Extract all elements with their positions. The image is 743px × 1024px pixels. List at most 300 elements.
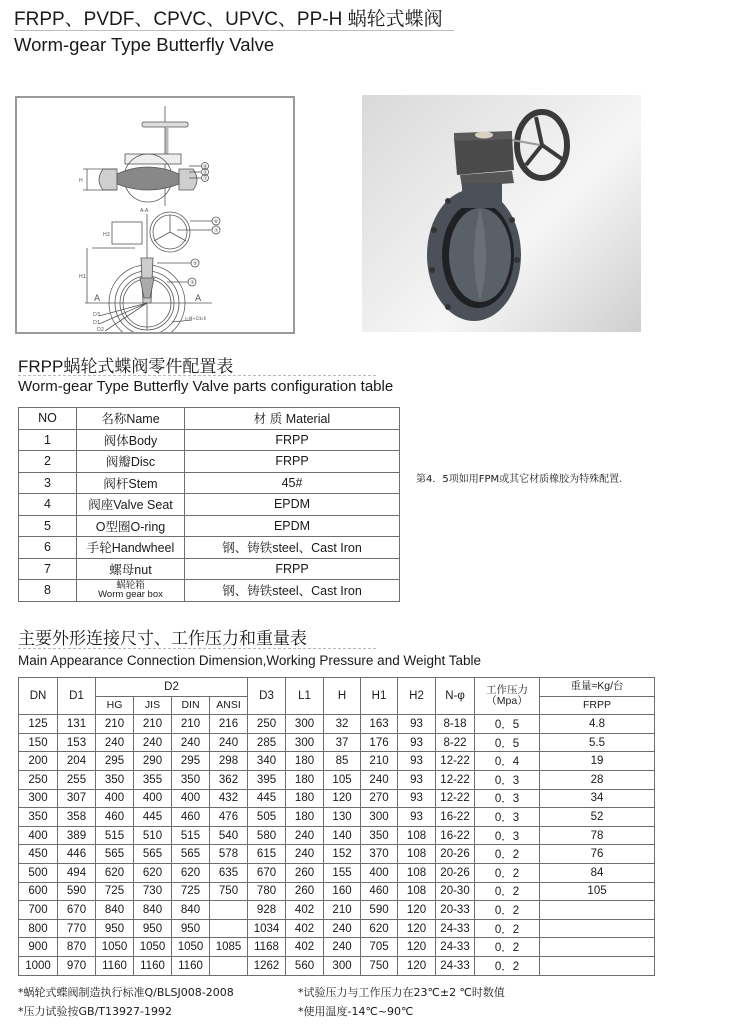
- cell-working-pressure: 0．5: [475, 715, 540, 734]
- cell-weight-frpp: 84: [540, 863, 655, 882]
- cell-d3: 670: [248, 863, 286, 882]
- cell-d2-jis: 400: [134, 789, 172, 808]
- cell-weight-frpp: 78: [540, 826, 655, 845]
- col-header-d2-ansi: ANSI: [210, 696, 248, 715]
- cell-d2-jis: 620: [134, 863, 172, 882]
- col-header-n-phi: N-φ: [436, 678, 475, 715]
- cell-d2-ansi: 240: [210, 733, 248, 752]
- part-no: 6: [19, 537, 77, 559]
- cell-d2-jis: 840: [134, 901, 172, 920]
- cell-weight-frpp: [540, 956, 655, 975]
- cell-working-pressure: 0．3: [475, 770, 540, 789]
- cell-d1: 204: [58, 752, 96, 771]
- cell-dn: 500: [19, 863, 58, 882]
- cell-weight-frpp: [540, 938, 655, 957]
- cell-d2-jis: 445: [134, 808, 172, 827]
- cell-l1: 402: [286, 901, 324, 920]
- cell-working-pressure: 0．2: [475, 919, 540, 938]
- cell-l1: 240: [286, 845, 324, 864]
- parts-table-title-en: Worm-gear Type Butterfly Valve parts configuration table: [18, 378, 394, 395]
- cell-d1: 255: [58, 770, 96, 789]
- page-title-cn: FRPP、PVDF、CPVC、UPVC、PP-H 蜗轮式蝶阀: [14, 9, 443, 30]
- cell-n-phi: 20-33: [436, 901, 475, 920]
- cell-h2: 120: [398, 956, 436, 975]
- cell-d1: 131: [58, 715, 96, 734]
- cell-d2-jis: 730: [134, 882, 172, 901]
- part-no: 5: [19, 515, 77, 537]
- part-name: 阀杆Stem: [77, 472, 185, 494]
- cell-h: 32: [324, 715, 361, 734]
- col-header-weight: 重量≈Kg/台: [540, 678, 655, 697]
- cell-l1: 402: [286, 919, 324, 938]
- cell-h2: 108: [398, 882, 436, 901]
- dims-table-body: [19, 715, 655, 975]
- cell-h1: 620: [361, 919, 398, 938]
- drawing-callout-1: ①: [203, 176, 208, 182]
- cell-d3: 1034: [248, 919, 286, 938]
- cell-d2-ansi: 476: [210, 808, 248, 827]
- cell-l1: 240: [286, 826, 324, 845]
- pressure-label: 工作压力: [486, 684, 529, 697]
- cell-l1: 180: [286, 770, 324, 789]
- cell-d3: 615: [248, 845, 286, 864]
- footnote-test-temperature: *试验压力与工作压力在23℃±2 ℃时数值: [298, 986, 505, 999]
- cell-h1: 705: [361, 938, 398, 957]
- cell-h: 130: [324, 808, 361, 827]
- part-name: 螺母nut: [77, 558, 185, 580]
- cell-h: 240: [324, 919, 361, 938]
- cell-d2-jis: 355: [134, 770, 172, 789]
- cell-d2-hg: 565: [96, 845, 134, 864]
- part-no: 4: [19, 494, 77, 516]
- cell-working-pressure: 0．2: [475, 882, 540, 901]
- part-name: 阀座Valve Seat: [77, 494, 185, 516]
- cell-d1: 770: [58, 919, 96, 938]
- part-name: 手轮Handwheel: [77, 537, 185, 559]
- cell-l1: 300: [286, 733, 324, 752]
- cell-d2-jis: 1050: [134, 938, 172, 957]
- part-material: 钢、铸铁steel、Cast Iron: [185, 580, 400, 602]
- cell-d2-din: 725: [172, 882, 210, 901]
- table-row: [19, 808, 655, 827]
- cell-d3: 285: [248, 733, 286, 752]
- cell-n-phi: 20-30: [436, 882, 475, 901]
- cell-dn: 900: [19, 938, 58, 957]
- col-header-l1: L1: [286, 678, 324, 715]
- drawing-callout-6: ⑥: [214, 219, 219, 225]
- cell-n-phi: 24-33: [436, 956, 475, 975]
- col-header-working-pressure: [475, 678, 540, 715]
- cell-weight-frpp: [540, 901, 655, 920]
- cell-d2-ansi: 750: [210, 882, 248, 901]
- part-material: 钢、铸铁steel、Cast Iron: [185, 537, 400, 559]
- cell-d2-hg: 725: [96, 882, 134, 901]
- cell-h2: 93: [398, 752, 436, 771]
- cell-d2-ansi: 432: [210, 789, 248, 808]
- cell-n-phi: 16-22: [436, 808, 475, 827]
- cell-h2: 93: [398, 715, 436, 734]
- cell-d2-din: 350: [172, 770, 210, 789]
- part-name-cn: 蜗轮箱: [116, 580, 145, 592]
- dimensions-table: [18, 677, 655, 976]
- cell-working-pressure: 0．5: [475, 733, 540, 752]
- cell-l1: 402: [286, 938, 324, 957]
- page-title-en: Worm-gear Type Butterfly Valve: [14, 34, 275, 55]
- cell-h1: 163: [361, 715, 398, 734]
- drawing-dim-h1: H1: [79, 274, 86, 280]
- cell-weight-frpp: [540, 919, 655, 938]
- col-header-h1: H1: [361, 678, 398, 715]
- cell-d3: 505: [248, 808, 286, 827]
- cell-d2-din: 620: [172, 863, 210, 882]
- cell-l1: 300: [286, 715, 324, 734]
- cell-weight-frpp: 28: [540, 770, 655, 789]
- technical-drawing: [15, 96, 295, 334]
- cell-h1: 176: [361, 733, 398, 752]
- cell-h: 85: [324, 752, 361, 771]
- part-no: 2: [19, 451, 77, 473]
- cell-n-phi: 20-26: [436, 845, 475, 864]
- cell-h2: 93: [398, 770, 436, 789]
- footnote-pressure-test: *压力试验按GB/T13927-1992: [18, 1005, 172, 1018]
- cell-dn: 150: [19, 733, 58, 752]
- cell-d2-hg: 620: [96, 863, 134, 882]
- cell-weight-frpp: 34: [540, 789, 655, 808]
- drawing-section-label: A-A: [140, 208, 149, 214]
- cell-h1: 300: [361, 808, 398, 827]
- cell-d2-din: 1050: [172, 938, 210, 957]
- cell-h2: 120: [398, 901, 436, 920]
- table-row: [19, 558, 400, 580]
- cell-d2-ansi: 216: [210, 715, 248, 734]
- cell-weight-frpp: 5.5: [540, 733, 655, 752]
- part-no: 3: [19, 472, 77, 494]
- cell-d3: 580: [248, 826, 286, 845]
- cell-h: 140: [324, 826, 361, 845]
- drawing-section-marker-left: A: [94, 294, 101, 304]
- cell-weight-frpp: 4.8: [540, 715, 655, 734]
- cell-d3: 1262: [248, 956, 286, 975]
- special-configuration-note: 第4．5项如用FPM或其它材质橡胶为特殊配置.: [416, 474, 623, 485]
- drawing-callout-2: ②: [203, 170, 208, 176]
- cell-d2-din: 950: [172, 919, 210, 938]
- cell-dn: 350: [19, 808, 58, 827]
- part-no: 7: [19, 558, 77, 580]
- part-no: 1: [19, 429, 77, 451]
- part-material: 45#: [185, 472, 400, 494]
- cell-d2-ansi: 362: [210, 770, 248, 789]
- col-header-dn: DN: [19, 678, 58, 715]
- cell-d3: 340: [248, 752, 286, 771]
- part-name-en: Worm gear box: [98, 589, 163, 601]
- table-row: [19, 715, 655, 734]
- cell-d2-din: 1160: [172, 956, 210, 975]
- cell-d2-ansi: 1085: [210, 938, 248, 957]
- col-header-material: 材 质 Material: [185, 408, 400, 430]
- parts-table-title-cn: FRPP蜗轮式蝶阀零件配置表: [18, 357, 234, 376]
- cell-dn: 200: [19, 752, 58, 771]
- cell-n-phi: 12-22: [436, 789, 475, 808]
- part-name: [77, 580, 185, 602]
- cell-l1: 180: [286, 808, 324, 827]
- drawing-callout-3: ③: [190, 280, 195, 286]
- cell-weight-frpp: 76: [540, 845, 655, 864]
- drawing-section-marker-right: A: [195, 294, 202, 304]
- cell-d1: 870: [58, 938, 96, 957]
- table-row: [19, 919, 655, 938]
- parts-configuration-table: [18, 407, 400, 602]
- cell-h: 300: [324, 956, 361, 975]
- cell-d3: 928: [248, 901, 286, 920]
- cell-weight-frpp: 105: [540, 882, 655, 901]
- cell-d2-jis: 1160: [134, 956, 172, 975]
- cell-n-phi: 16-22: [436, 826, 475, 845]
- table-row: [19, 537, 400, 559]
- cell-d1: 970: [58, 956, 96, 975]
- cell-dn: 400: [19, 826, 58, 845]
- cell-dn: 700: [19, 901, 58, 920]
- butterfly-valve-image: [362, 95, 641, 332]
- cell-working-pressure: 0．2: [475, 938, 540, 957]
- cell-d3: 445: [248, 789, 286, 808]
- cell-d1: 590: [58, 882, 96, 901]
- cell-h: 240: [324, 938, 361, 957]
- cell-working-pressure: 0．3: [475, 789, 540, 808]
- cell-h1: 270: [361, 789, 398, 808]
- cell-l1: 260: [286, 882, 324, 901]
- cell-h1: 750: [361, 956, 398, 975]
- cell-d2-jis: 565: [134, 845, 172, 864]
- drawing-dim-bolt: n-M+D3c6: [185, 316, 207, 321]
- cell-dn: 300: [19, 789, 58, 808]
- col-header-weight-frpp: FRPP: [540, 696, 655, 715]
- table-row: [19, 472, 400, 494]
- title-divider: [14, 30, 454, 31]
- cell-h1: 210: [361, 752, 398, 771]
- table-row: [19, 752, 655, 771]
- cell-h1: 240: [361, 770, 398, 789]
- cell-dn: 125: [19, 715, 58, 734]
- col-header-h2: H2: [398, 678, 436, 715]
- cell-d2-hg: 295: [96, 752, 134, 771]
- cell-l1: 180: [286, 752, 324, 771]
- cell-d2-din: 400: [172, 789, 210, 808]
- cell-working-pressure: 0．2: [475, 901, 540, 920]
- dims-table-title-en: Main Appearance Connection Dimension,Working Pressure and Weight Table: [18, 653, 482, 668]
- col-header-d2-hg: HG: [96, 696, 134, 715]
- cell-d1: 153: [58, 733, 96, 752]
- table-row: [19, 515, 400, 537]
- part-material: EPDM: [185, 515, 400, 537]
- cell-d3: 1168: [248, 938, 286, 957]
- cell-d2-din: 840: [172, 901, 210, 920]
- table-row: [19, 451, 400, 473]
- cell-d1: 307: [58, 789, 96, 808]
- cell-h1: 370: [361, 845, 398, 864]
- table-row: [19, 770, 655, 789]
- cell-dn: 800: [19, 919, 58, 938]
- cell-l1: 260: [286, 863, 324, 882]
- cell-d2-ansi: [210, 919, 248, 938]
- drawing-callout-7: ⑦: [214, 228, 219, 234]
- valve-schematic-diagram: [17, 98, 293, 332]
- cell-h: 210: [324, 901, 361, 920]
- drawing-dim-d2: D2: [97, 327, 105, 332]
- table-row: [19, 494, 400, 516]
- cell-d2-din: 295: [172, 752, 210, 771]
- cell-d2-din: 240: [172, 733, 210, 752]
- cell-d2-ansi: 540: [210, 826, 248, 845]
- cell-weight-frpp: 52: [540, 808, 655, 827]
- col-header-d3: D3: [248, 678, 286, 715]
- col-header-no: NO: [19, 408, 77, 430]
- cell-d3: 250: [248, 715, 286, 734]
- cell-d1: 494: [58, 863, 96, 882]
- part-material: EPDM: [185, 494, 400, 516]
- pressure-unit: （Mpa）: [486, 695, 528, 708]
- cell-dn: 250: [19, 770, 58, 789]
- cell-d2-ansi: 578: [210, 845, 248, 864]
- cell-n-phi: 24-33: [436, 919, 475, 938]
- cell-h1: 350: [361, 826, 398, 845]
- cell-h2: 93: [398, 733, 436, 752]
- cell-d2-hg: 950: [96, 919, 134, 938]
- cell-d2-hg: 210: [96, 715, 134, 734]
- cell-dn: 600: [19, 882, 58, 901]
- cell-d1: 446: [58, 845, 96, 864]
- cell-d2-hg: 840: [96, 901, 134, 920]
- col-header-d2-jis: JIS: [134, 696, 172, 715]
- cell-d2-hg: 350: [96, 770, 134, 789]
- cell-d3: 395: [248, 770, 286, 789]
- table-row: [19, 789, 655, 808]
- table-row: [19, 882, 655, 901]
- drawing-callout-4: ④: [203, 164, 208, 170]
- cell-d2-hg: 515: [96, 826, 134, 845]
- cell-d2-hg: 1050: [96, 938, 134, 957]
- part-name: O型圈O-ring: [77, 515, 185, 537]
- cell-d1: 670: [58, 901, 96, 920]
- parts-title-divider: [18, 375, 376, 376]
- cell-dn: 450: [19, 845, 58, 864]
- cell-h1: 460: [361, 882, 398, 901]
- table-row: [19, 956, 655, 975]
- product-photo: [362, 95, 641, 332]
- cell-d1: 389: [58, 826, 96, 845]
- cell-h2: 120: [398, 919, 436, 938]
- dims-title-divider: [18, 648, 376, 649]
- cell-d2-din: 515: [172, 826, 210, 845]
- table-row: [19, 826, 655, 845]
- part-material: FRPP: [185, 451, 400, 473]
- cell-d2-hg: 240: [96, 733, 134, 752]
- footnote-operating-temperature: *使用温度-14℃~90℃: [298, 1005, 414, 1018]
- table-row: [19, 429, 400, 451]
- table-row: [19, 845, 655, 864]
- cell-d2-ansi: [210, 901, 248, 920]
- cell-h2: 108: [398, 845, 436, 864]
- part-name: 阀体Body: [77, 429, 185, 451]
- cell-d2-ansi: [210, 956, 248, 975]
- cell-d2-din: 210: [172, 715, 210, 734]
- cell-d2-jis: 210: [134, 715, 172, 734]
- table-row: [19, 938, 655, 957]
- part-no: 8: [19, 580, 77, 602]
- drawing-dim-h2: H2: [103, 232, 110, 238]
- cell-weight-frpp: 19: [540, 752, 655, 771]
- cell-d2-jis: 950: [134, 919, 172, 938]
- cell-h: 155: [324, 863, 361, 882]
- dims-header-row-1: [19, 678, 655, 697]
- cell-h1: 590: [361, 901, 398, 920]
- cell-d2-ansi: 298: [210, 752, 248, 771]
- cell-h2: 93: [398, 789, 436, 808]
- cell-h: 152: [324, 845, 361, 864]
- col-header-d2-din: DIN: [172, 696, 210, 715]
- cell-h2: 108: [398, 863, 436, 882]
- drawing-dim-h: H: [79, 178, 83, 184]
- cell-h2: 120: [398, 938, 436, 957]
- cell-d2-hg: 1160: [96, 956, 134, 975]
- cell-h2: 93: [398, 808, 436, 827]
- cell-d2-din: 460: [172, 808, 210, 827]
- table-row: [19, 733, 655, 752]
- col-header-h: H: [324, 678, 361, 715]
- dims-table-title-cn: 主要外形连接尺寸、工作压力和重量表: [18, 629, 307, 648]
- cell-working-pressure: 0．4: [475, 752, 540, 771]
- cell-working-pressure: 0．2: [475, 956, 540, 975]
- cell-d2-jis: 240: [134, 733, 172, 752]
- cell-d2-ansi: 635: [210, 863, 248, 882]
- cell-working-pressure: 0．3: [475, 808, 540, 827]
- cell-d3: 780: [248, 882, 286, 901]
- cell-n-phi: 24-33: [436, 938, 475, 957]
- cell-working-pressure: 0．3: [475, 826, 540, 845]
- part-material: FRPP: [185, 429, 400, 451]
- drawing-dim-d3: D3: [93, 312, 101, 318]
- cell-working-pressure: 0．2: [475, 863, 540, 882]
- drawing-dim-d1: D1: [93, 320, 101, 326]
- cell-l1: 180: [286, 789, 324, 808]
- table-row: [19, 863, 655, 882]
- cell-dn: 1000: [19, 956, 58, 975]
- cell-d2-jis: 290: [134, 752, 172, 771]
- cell-n-phi: 8-22: [436, 733, 475, 752]
- cell-h: 105: [324, 770, 361, 789]
- cell-n-phi: 8-18: [436, 715, 475, 734]
- parts-table-header: [19, 408, 400, 430]
- cell-h: 160: [324, 882, 361, 901]
- col-header-name: 名称Name: [77, 408, 185, 430]
- part-name: 阀瓣Disc: [77, 451, 185, 473]
- table-row: [19, 580, 400, 602]
- cell-n-phi: 12-22: [436, 770, 475, 789]
- cell-d2-jis: 510: [134, 826, 172, 845]
- drawing-callout-5: ⑤: [193, 261, 198, 267]
- cell-h1: 400: [361, 863, 398, 882]
- col-header-d1: D1: [58, 678, 96, 715]
- cell-d2-din: 565: [172, 845, 210, 864]
- table-row: [19, 901, 655, 920]
- cell-h: 120: [324, 789, 361, 808]
- col-header-d2: D2: [96, 678, 248, 697]
- cell-d1: 358: [58, 808, 96, 827]
- footnote-standard: *蜗轮式蝶阀制造执行标准Q/BLSJ008-2008: [18, 986, 234, 999]
- cell-h2: 108: [398, 826, 436, 845]
- cell-d2-hg: 460: [96, 808, 134, 827]
- part-material: FRPP: [185, 558, 400, 580]
- cell-n-phi: 12-22: [436, 752, 475, 771]
